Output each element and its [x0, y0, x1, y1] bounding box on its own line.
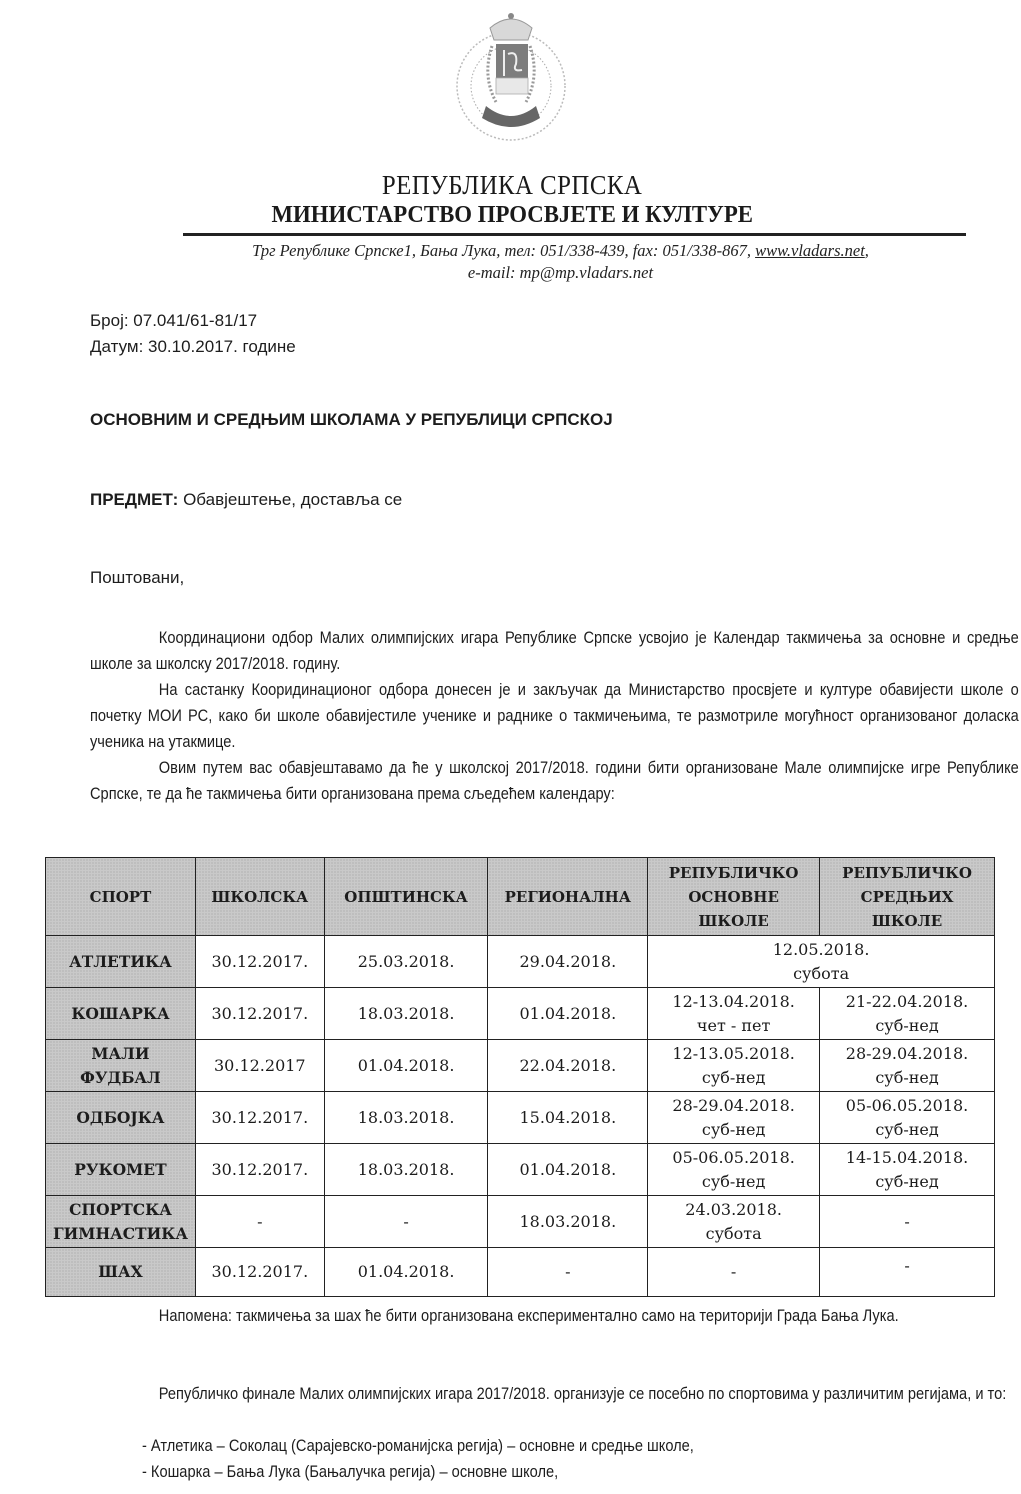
date: 05-06.05.2018.	[672, 1147, 795, 1167]
column-header-republic-primary: РЕПУБЛИЧКО ОСНОВНЕ ШКОЛЕ	[648, 858, 820, 936]
paragraph-3: Овим путем вас обавјештавамо да ће у школској 2017/2018. години бити организоване Мале олимпијске игре Републике Српске, те да ће такмичења бити организована према сљедећем календару:	[90, 758, 1019, 803]
document-date: Датум: 30.10.2017. године	[90, 337, 296, 356]
header-divider	[183, 233, 966, 236]
day: суб-нед	[701, 1067, 766, 1087]
sport-line-2: ГИМНАСТИКА	[52, 1223, 188, 1243]
republic-day: субота	[793, 963, 850, 983]
date: 24.03.2018.	[685, 1199, 782, 1219]
table-row	[46, 1196, 995, 1248]
municipal-date-cell: 01.04.2018.	[324, 1248, 488, 1297]
school-date-cell: -	[195, 1196, 324, 1248]
municipal-date-cell: 01.04.2018.	[324, 1040, 488, 1092]
venue-list	[142, 1433, 694, 1485]
date: 28-29.04.2018.	[845, 1043, 969, 1063]
day: субота	[705, 1223, 762, 1243]
day: суб-нед	[875, 1171, 939, 1191]
column-header-school: ШКОЛСКА	[195, 858, 324, 936]
republic-secondary-cell	[820, 1092, 995, 1144]
republic-date-cell	[648, 936, 995, 988]
website-link[interactable]: www.vladars.net	[755, 241, 865, 260]
address-end: ,	[864, 241, 869, 260]
subject-label: ПРЕДМЕТ:	[90, 490, 179, 509]
paragraph-2: На састанку Кооридинационог одбора донесен је и закључак да Министарство просвјете и културе обавијести школе о почетку МОИ РС, како би школе обавијестиле ученике и раднике о такмичењима, те размотриле могућност организованог доласка ученика на утакмице.	[90, 680, 1019, 751]
subject-line	[90, 490, 402, 510]
sport-cell: АТЛЕТИКА	[46, 936, 196, 988]
republic-primary-cell	[648, 1196, 820, 1248]
municipal-date-cell: 25.03.2018.	[324, 936, 488, 988]
date: 28-29.04.2018.	[672, 1095, 795, 1115]
table-header-row	[46, 858, 995, 936]
regional-date-cell: 29.04.2018.	[488, 936, 648, 988]
school-date-cell: 30.12.2017.	[195, 1248, 324, 1297]
address-block	[0, 240, 1021, 284]
regional-date-cell: -	[488, 1248, 648, 1297]
table-row	[46, 1248, 995, 1297]
day: суб-нед	[875, 1119, 939, 1139]
school-date-cell: 30.12.2017.	[195, 1144, 324, 1196]
sport-line-1: СПОРТСКА	[69, 1199, 172, 1219]
republic-primary-cell	[648, 1144, 820, 1196]
greeting: Поштовани,	[90, 568, 185, 587]
municipal-date-cell: 18.03.2018.	[324, 1144, 488, 1196]
list-item: - Кошарка – Бања Лука (Бањалучка регија) – основне школе,	[142, 1462, 559, 1481]
date: 05-06.05.2018.	[845, 1095, 969, 1115]
republic-primary-cell	[648, 988, 820, 1040]
table-row	[46, 1144, 995, 1196]
recipient: ОСНОВНИМ И СРЕДЊИМ ШКОЛАМА У РЕПУБЛИЦИ СРПСКОЈ	[90, 410, 613, 429]
competition-calendar-table	[45, 857, 995, 1297]
republic-primary-cell	[648, 1092, 820, 1144]
date: 14-15.04.2018.	[845, 1147, 969, 1167]
sport-cell	[46, 1040, 196, 1092]
day: суб-нед	[875, 1067, 939, 1087]
republic-secondary-cell	[820, 988, 995, 1040]
table-row	[46, 936, 995, 988]
sport-cell: ОДБОЈКА	[46, 1092, 196, 1144]
municipal-date-cell: 18.03.2018.	[324, 988, 488, 1040]
final-paragraph: Републичко финале Малих олимпијских игара 2017/2018. организује се посебно по спортовима у различитим регијама, и то:	[158, 1384, 1007, 1403]
date: 21-22.04.2018.	[845, 991, 969, 1011]
school-date-cell: 30.12.2017	[195, 1040, 324, 1092]
day: суб-нед	[875, 1015, 939, 1035]
sport-cell: ШАХ	[46, 1248, 196, 1297]
address-text: Трг Републике Српске1, Бања Лука, тел: 051/338-439, fax: 051/338-867,	[252, 241, 756, 260]
republic-primary-cell	[648, 1040, 820, 1092]
coat-of-arms-icon	[452, 6, 570, 156]
column-header-republic-secondary: РЕПУБЛИЧКО СРЕДЊИХ ШКОЛЕ	[820, 858, 995, 936]
republic-secondary-cell: -	[820, 1248, 995, 1297]
sport-cell: КОШАРКА	[46, 988, 196, 1040]
date: 12-13.05.2018.	[672, 1043, 795, 1063]
regional-date-cell: 01.04.2018.	[488, 988, 648, 1040]
regional-date-cell: 01.04.2018.	[488, 1144, 648, 1196]
column-header-sport: СПОРТ	[46, 858, 196, 936]
sport-cell	[46, 1196, 196, 1248]
list-item: - Атлетика – Соколац (Сарајевско-романијска регија) – основне и средње школе,	[142, 1436, 694, 1455]
school-date-cell: 30.12.2017.	[195, 988, 324, 1040]
email-line: e-mail: mp@mp.vladars.net	[467, 263, 654, 282]
republic-secondary-cell	[820, 1040, 995, 1092]
sport-line-1: МАЛИ	[91, 1043, 150, 1063]
day: суб-нед	[701, 1119, 766, 1139]
regional-date-cell: 18.03.2018.	[488, 1196, 648, 1248]
sport-cell: РУКОМЕТ	[46, 1144, 196, 1196]
municipal-date-cell: -	[324, 1196, 488, 1248]
table-row	[46, 1040, 995, 1092]
table-row	[46, 1092, 995, 1144]
address-line	[100, 240, 1021, 262]
republic-name: РЕПУБЛИКА СРПСКА	[381, 170, 643, 200]
table-row	[46, 988, 995, 1040]
school-date-cell: 30.12.2017.	[195, 1092, 324, 1144]
regional-date-cell: 15.04.2018.	[488, 1092, 648, 1144]
paragraph-1: Координациони одбор Малих олимпијских игара Републике Српске усвојио је Календар такмичења за основне и средње школе за школску 2017/2018. годину.	[90, 628, 1019, 673]
day: чет - пет	[696, 1015, 771, 1035]
document-number: Број: 07.041/61-81/17	[90, 311, 258, 330]
document-meta	[90, 308, 296, 360]
subject-text: Обавјештење, доставља се	[178, 490, 403, 509]
column-header-municipal: ОПШТИНСКА	[324, 858, 488, 936]
sport-line-2: ФУДБАЛ	[80, 1067, 161, 1087]
republic-secondary-cell	[820, 1144, 995, 1196]
republic-primary-cell: -	[648, 1248, 820, 1297]
date: 12-13.04.2018.	[672, 991, 795, 1011]
ministry-name: МИНИСТАРСТВО ПРОСВЈЕТЕ И КУЛТУРЕ	[271, 202, 753, 228]
column-header-regional: РЕГИОНАЛНА	[488, 858, 648, 936]
municipal-date-cell: 18.03.2018.	[324, 1092, 488, 1144]
school-date-cell: 30.12.2017.	[195, 936, 324, 988]
republic-secondary-cell: -	[820, 1196, 995, 1248]
republic-date: 12.05.2018.	[772, 939, 870, 959]
note-paragraph: Напомена: такмичења за шах ће бити организована експериментално само на територији Града Бања Лука.	[158, 1306, 899, 1325]
day: суб-нед	[701, 1171, 766, 1191]
regional-date-cell: 22.04.2018.	[488, 1040, 648, 1092]
